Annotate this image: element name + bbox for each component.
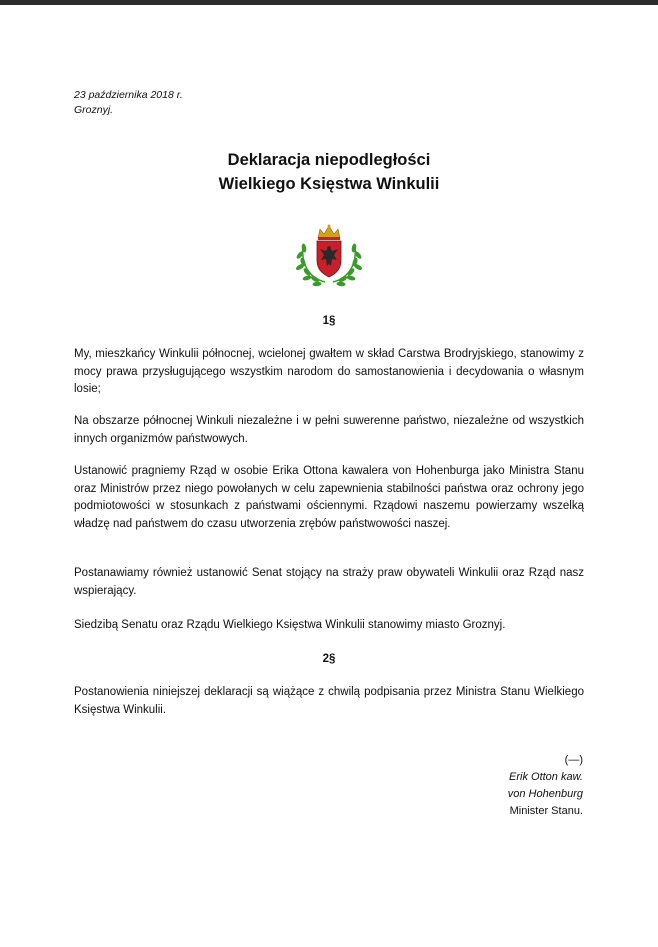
- signatory-role: Minister Stanu.: [509, 805, 583, 817]
- paragraph-text: Ustanowić pragniemy Rząd w osobie Erika Ottona kawalera von Hohenburga jako Ministra Stanu oraz Ministrów przez niego powołanych w celu zapewnienia stabilności państwa oraz ochrony jego podmiotowości w stosunkach z państwami ościennymi. Rządowi naszemu powierzamy wszelką władzę nad państwem do czasu utworzenia zrębów państwowości naszej.: [74, 465, 584, 530]
- section-1-paragraph-5: [74, 617, 584, 635]
- paragraph-text: Siedzibą Senatu oraz Rządu Wielkiego Księstwa Winkulii stanowimy miasto Groznyj.: [74, 619, 506, 631]
- paragraph-text: Postanawiamy również ustanowić Senat stojący na straży praw obywateli Winkulii oraz Rząd nasz wspierający.: [74, 567, 584, 597]
- document-title: [0, 148, 658, 196]
- section-1-paragraph-3: [74, 463, 584, 533]
- signatory-name-line-2: von Hohenburg: [507, 788, 583, 800]
- signature-block: [508, 752, 583, 820]
- top-border: [0, 0, 658, 5]
- section-1-paragraph-2: [74, 413, 584, 448]
- section-1-paragraph-4: [74, 565, 584, 600]
- section-2-heading: 2§: [322, 653, 336, 665]
- shield-icon: [317, 241, 341, 277]
- date-place-block: [74, 88, 183, 118]
- title-line-1: Deklaracja niepodległości: [227, 151, 431, 169]
- title-line-2: Wielkiego Księstwa Winkulii: [218, 175, 440, 193]
- crown-icon: [318, 225, 340, 241]
- section-1-heading: 1§: [322, 315, 336, 327]
- coat-of-arms-icon: [295, 222, 363, 288]
- paragraph-text: Na obszarze północnej Winkuli niezależne i w pełni suwerenne państwo, niezależne od wszystkich innych organizmów państwowych.: [74, 415, 584, 445]
- section-1-paragraph-1: [74, 346, 584, 399]
- paragraph-text: My, mieszkańcy Winkulii północnej, wcielonej gwałtem w skład Carstwa Brodryjskiego, stanowimy z mocy prawa przysługującego wszystkim narodom do samostanowienia i decydowania o własnym losie;: [74, 348, 584, 395]
- signatory-name-line-1: Erik Otton kaw.: [509, 771, 583, 783]
- paragraph-text: Postanowienia niniejszej deklaracji są wiążące z chwilą podpisania przez Ministra Stanu Wielkiego Księstwa Winkulii.: [74, 686, 584, 716]
- signature-mark: (—): [564, 754, 583, 766]
- document-date: 23 października 2018 r.: [74, 89, 183, 101]
- section-2-paragraph-1: [74, 684, 584, 719]
- document-place: Groznyj.: [74, 104, 114, 116]
